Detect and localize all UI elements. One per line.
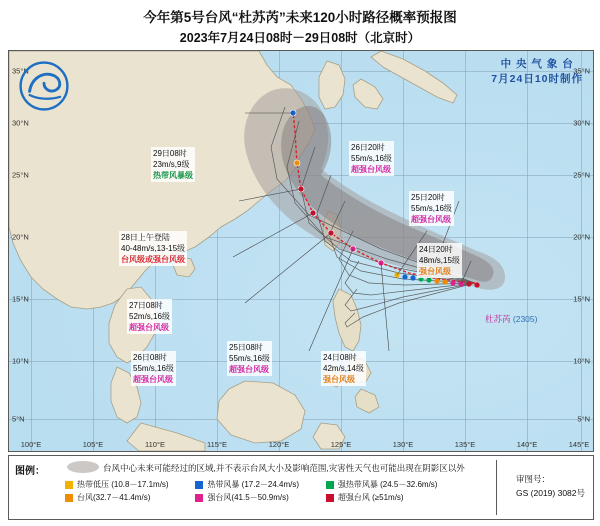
lon-label-140e: 140°E bbox=[516, 440, 538, 449]
cma-logo-icon bbox=[17, 59, 71, 113]
lon-label-145e: 145°E bbox=[568, 440, 590, 449]
legend-item-label: 台风(32.7－41.4m/s) bbox=[77, 493, 151, 502]
forecast-label-27d08 bbox=[127, 299, 172, 334]
label-wind: 55m/s,16级 bbox=[351, 154, 392, 163]
legend-item-sty bbox=[195, 492, 325, 503]
typhoon-name: 杜苏芮 bbox=[485, 314, 511, 324]
lat-label-right-15n: 15°N bbox=[573, 294, 590, 304]
legend-item-label: 超强台风 (≥51m/s) bbox=[337, 493, 404, 502]
legend-row bbox=[65, 491, 465, 504]
forecast-label-24d20 bbox=[417, 243, 462, 278]
label-wind: 52m/s,16级 bbox=[129, 312, 170, 321]
label-time: 24日08时 bbox=[323, 353, 357, 362]
label-time: 25日08时 bbox=[229, 343, 263, 352]
lon-label-100e: 100°E bbox=[20, 440, 42, 449]
legend-row bbox=[65, 478, 465, 491]
lat-label-left-30n: 30°N bbox=[12, 118, 29, 128]
legend-panel bbox=[8, 455, 594, 520]
label-time: 29日08时 bbox=[153, 149, 187, 158]
legend-item-label: 热带风暴 (17.2－24.4m/s) bbox=[207, 480, 300, 489]
label-time: 27日08时 bbox=[129, 301, 163, 310]
page-title bbox=[0, 8, 600, 48]
label-wind: 23m/s,9级 bbox=[153, 160, 190, 169]
map-canvas[interactable] bbox=[8, 50, 594, 452]
lon-label-115e: 115°E bbox=[207, 440, 227, 449]
probability-area-swatch bbox=[67, 461, 99, 473]
legend-item-label: 强热带风暴 (24.5－32.6m/s) bbox=[337, 480, 438, 489]
label-time: 28日上午登陆 bbox=[121, 233, 170, 242]
label-time: 25日20时 bbox=[411, 193, 445, 202]
label-category: 超强台风级 bbox=[133, 375, 173, 384]
label-time: 24日20时 bbox=[419, 245, 453, 254]
label-time: 26日08时 bbox=[133, 353, 167, 362]
lat-label-left-35n: 35°N bbox=[12, 66, 29, 76]
legend-color-dot-icon bbox=[326, 481, 334, 489]
approval-label: 审图号： bbox=[516, 474, 551, 484]
legend-item-label: 热带低压 (10.8－17.1m/s) bbox=[77, 480, 169, 489]
title-main: 今年第5号台风“杜苏芮”未来120小时路径概率预报图 bbox=[143, 10, 457, 25]
map-approval-number bbox=[516, 472, 585, 500]
legend-item-ts bbox=[195, 479, 325, 490]
typhoon-name-marker bbox=[485, 313, 537, 325]
label-category: 超强台风级 bbox=[229, 365, 269, 374]
label-wind: 48m/s,15级 bbox=[419, 256, 460, 265]
lat-label-right-35n: 35°N bbox=[573, 66, 590, 76]
legend-color-dot-icon bbox=[326, 494, 334, 502]
legend-divider bbox=[496, 460, 497, 515]
label-category: 台风级或强台风级 bbox=[121, 255, 185, 264]
label-wind: 42m/s,14级 bbox=[323, 364, 364, 373]
lon-label-105e: 105°E bbox=[82, 440, 104, 449]
lat-label-left-20n: 20°N bbox=[12, 232, 29, 242]
lat-label-right-5n: 5°N bbox=[577, 414, 590, 424]
lon-label-110e: 110°E bbox=[145, 440, 165, 449]
label-category: 超强台风级 bbox=[129, 323, 169, 332]
forecast-label-25d20 bbox=[409, 191, 454, 226]
forecast-label-26d20 bbox=[349, 141, 394, 176]
approval-value: GS (2019) 3082号 bbox=[516, 488, 585, 498]
legend-color-dot-icon bbox=[65, 494, 73, 502]
legend-title: 图例： bbox=[15, 466, 45, 477]
legend-color-dot-icon bbox=[195, 494, 203, 502]
label-time: 26日20时 bbox=[351, 143, 385, 152]
legend-item-label: 强台风(41.5－50.9m/s) bbox=[207, 493, 289, 502]
lat-label-left-25n: 25°N bbox=[12, 170, 29, 180]
legend-item-td bbox=[65, 479, 195, 490]
label-wind: 55m/s,16级 bbox=[411, 204, 452, 213]
lat-label-left-10n: 10°N bbox=[12, 356, 29, 366]
agency-name: 中 央 气 象 台 bbox=[500, 58, 574, 70]
lon-label-130e: 130°E bbox=[392, 440, 414, 449]
lon-label-125e: 125°E bbox=[330, 440, 352, 449]
lat-label-right-25n: 25°N bbox=[573, 170, 590, 180]
label-category: 超强台风级 bbox=[351, 165, 391, 174]
lat-label-right-10n: 10°N bbox=[573, 356, 590, 366]
label-wind: 55m/s,16级 bbox=[133, 364, 174, 373]
title-subtitle: 2023年7月24日08时－29日08时（北京时） bbox=[179, 31, 421, 45]
legend-item-sts bbox=[326, 479, 465, 490]
label-category: 强台风级 bbox=[419, 267, 451, 276]
agency-stamp bbox=[491, 57, 583, 87]
label-category: 热带风暴级 bbox=[153, 171, 193, 180]
lat-label-left-15n: 15°N bbox=[12, 294, 29, 304]
lat-label-left-5n: 5°N bbox=[12, 414, 25, 424]
agency-issue-time: 7月24日10时制作 bbox=[491, 73, 583, 85]
lon-label-135e: 135°E bbox=[454, 440, 476, 449]
forecast-label-29d08 bbox=[151, 147, 195, 182]
lat-label-right-20n: 20°N bbox=[573, 232, 590, 242]
legend-note: 台风中心未来可能经过的区域,并不表示台风大小及影响范围,灾害性天气也可能出现在阴影区以外 bbox=[103, 463, 465, 473]
legend-item-super-ty bbox=[326, 492, 465, 503]
probability-cone-and-track bbox=[9, 51, 593, 451]
lat-label-right-30n: 30°N bbox=[573, 118, 590, 128]
legend-item-ty bbox=[65, 492, 195, 503]
legend-color-dot-icon bbox=[65, 481, 73, 489]
label-wind: 55m/s,16级 bbox=[229, 354, 270, 363]
forecast-label-26d08 bbox=[131, 351, 176, 386]
lon-label-120e: 120°E bbox=[268, 440, 290, 449]
forecast-label-24d08 bbox=[321, 351, 366, 386]
legend-items bbox=[65, 478, 465, 504]
forecast-label-28d-landfall bbox=[119, 231, 187, 266]
label-category: 超强台风级 bbox=[411, 215, 451, 224]
label-wind: 40-48m/s,13-15级 bbox=[121, 244, 186, 253]
label-category: 强台风级 bbox=[323, 375, 355, 384]
forecast-label-25d08 bbox=[227, 341, 272, 376]
legend-color-dot-icon bbox=[195, 481, 203, 489]
typhoon-code: (2305) bbox=[512, 314, 538, 324]
